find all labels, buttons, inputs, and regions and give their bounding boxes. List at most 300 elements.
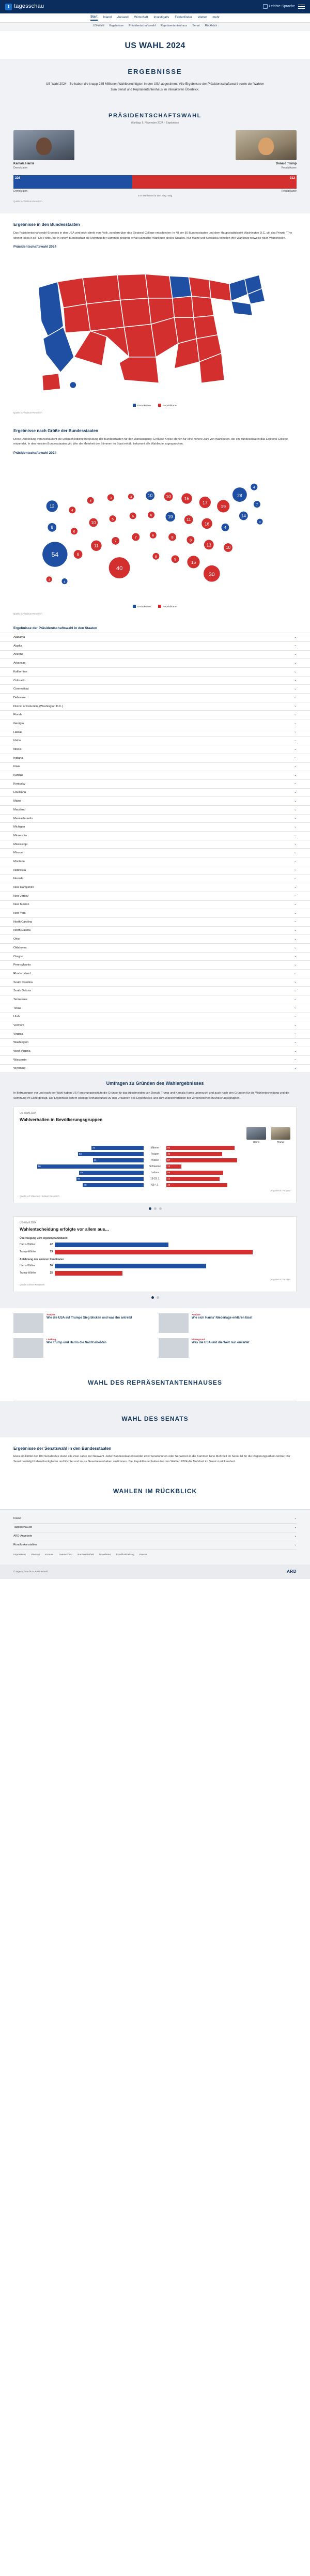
- state-row[interactable]: [0, 935, 310, 944]
- svg-text:3: 3: [259, 520, 261, 524]
- chevron-down-icon: ⌄: [293, 756, 297, 760]
- reason-label: Harris-Wähler: [20, 1264, 36, 1267]
- state-label: District of Columbia (Washington D.C.): [13, 704, 63, 708]
- president-subheading: Wahltag: 5. November 2024 – Ergebnisse: [131, 121, 179, 125]
- chevron-down-icon: ⌄: [293, 765, 297, 769]
- svg-text:4: 4: [71, 509, 73, 513]
- easy-language-button[interactable]: [263, 4, 295, 9]
- teaser-thumbnail: [159, 1313, 189, 1333]
- chevron-down-icon: ⌄: [293, 782, 297, 786]
- state-row[interactable]: [0, 728, 310, 737]
- chevron-down-icon: ⌄: [293, 747, 297, 751]
- chevron-down-icon: ⌄: [293, 851, 297, 854]
- chart-candidate-trump: Trump: [271, 1127, 290, 1144]
- chevron-down-icon: ⌄: [293, 791, 297, 794]
- bar-dem: 52: [79, 1171, 144, 1175]
- map-section: [0, 213, 310, 420]
- candidate-trump-photo: [236, 130, 297, 160]
- state-row[interactable]: [0, 857, 310, 866]
- footer-legal-link[interactable]: Barrierefreiheit: [78, 1554, 94, 1557]
- reason-bar-dem: [55, 1243, 168, 1247]
- retro-heading: WAHLEN IM RÜCKBLICK: [113, 1487, 197, 1495]
- carousel-dot[interactable]: [157, 1296, 159, 1299]
- footer-legal-link[interactable]: Impressum: [13, 1554, 26, 1557]
- cartogram-legend-dem: Demokraten: [133, 605, 151, 609]
- map-legend-dem: Demokraten: [133, 404, 151, 408]
- nav-item-0[interactable]: Start: [90, 15, 98, 21]
- state-label: Virginia: [13, 1032, 23, 1036]
- voter-group-row: [20, 1171, 290, 1175]
- state-row[interactable]: [0, 849, 310, 857]
- teaser-card[interactable]: [13, 1338, 151, 1358]
- nav-item-6[interactable]: Wetter: [197, 16, 207, 20]
- state-row[interactable]: [0, 927, 310, 936]
- chevron-down-icon: ⌄: [293, 860, 297, 863]
- bar-rep: 49: [166, 1183, 227, 1187]
- state-label: New York: [13, 912, 26, 915]
- state-row[interactable]: [0, 823, 310, 832]
- subnav-item-3[interactable]: Repräsentantenhaus: [161, 24, 188, 28]
- state-label: Kentucky: [13, 782, 26, 786]
- state-label: Louisiana: [13, 791, 26, 794]
- state-row[interactable]: [0, 668, 310, 677]
- voter-group-label: 18-29 J.: [150, 1177, 160, 1180]
- state-label: Minnesota: [13, 834, 27, 837]
- candidate-trump: [236, 130, 297, 170]
- reason-label: Harris-Wähler: [20, 1243, 36, 1246]
- map-legend-rep: Republikaner: [158, 404, 177, 408]
- candidate-harris-name: Kamala Harris: [13, 162, 35, 166]
- survey-card1-kicker: US-Wahl 2024: [20, 1111, 37, 1115]
- chevron-down-icon: ⌄: [293, 929, 297, 932]
- electoral-values: [13, 175, 297, 182]
- electoral-source: Quelle: AP/Edison-Research: [13, 200, 42, 203]
- chevron-down-icon: ⌄: [293, 739, 297, 743]
- subnav-item-1[interactable]: Ergebnisse: [109, 24, 124, 28]
- footer-item[interactable]: [13, 1541, 297, 1550]
- state-label: New Jersey: [13, 894, 29, 898]
- state-label: Illinois: [13, 748, 22, 752]
- president-section: [0, 103, 310, 213]
- map-section-text: Das Präsidentschaftswahl-Ergebnis in den USA wird nicht direkt vom Volk, sondern über das Electoral College entschieden: In 48 der 50 Bundesstaaten und dem Hauptstadtdistrikt Washington D.C. gilt das Prinzip "The winner takes it all": Die Partei, die in einem Bundesstaat die Mehrheit der Stimmen gewinnt, erhält sämtliche Wahlleute dieses Staates. Nur Maine und Nebraska verteilen ihre Wahlleute teilweise nach Wahlkreisen.: [13, 231, 292, 240]
- state-row[interactable]: [0, 866, 310, 875]
- bar-dem: 53: [78, 1152, 144, 1156]
- footer-legal-link[interactable]: Sitemap: [30, 1554, 40, 1557]
- state-row[interactable]: [0, 633, 310, 642]
- reason-row: [20, 1271, 290, 1276]
- state-row[interactable]: [0, 659, 310, 668]
- tagesschau-mark-icon: t: [5, 4, 12, 10]
- svg-text:6: 6: [152, 533, 154, 538]
- survey-intro: In Befragungen vor und nach der Wahl haben US-Forschungsinstitute die Gründe für das Abschneiden von Donald Trump und Kamala Harris untersucht und auch nach den Gründen für die Wahlentscheidung und die Stimmung im Land gefragt. Die Ergebnisse liefern wichtige Anhaltspunkte zu den Ursachen des Ergebnisses und zum Wählerverhalten der verschiedenen Bevölkerungsgruppen.: [13, 1092, 289, 1100]
- subnav-item-2[interactable]: Präsidentschaftswahl: [129, 24, 156, 28]
- chevron-down-icon: ⌄: [293, 989, 297, 992]
- state-row[interactable]: [0, 789, 310, 798]
- state-row[interactable]: [0, 1030, 310, 1039]
- chevron-down-icon: ⌄: [293, 1049, 297, 1053]
- bar-rep: 45: [166, 1152, 222, 1156]
- state-row[interactable]: [0, 771, 310, 780]
- carousel-dots-1[interactable]: [13, 1207, 297, 1210]
- voter-group-row: [20, 1152, 290, 1156]
- top-bar-right: [263, 4, 305, 9]
- state-label: Michigan: [13, 825, 25, 829]
- state-label: Florida: [13, 713, 23, 717]
- state-label: Alaska: [13, 644, 22, 648]
- cartogram-chart-title: Präsidentschaftswahl 2024: [13, 451, 57, 455]
- state-row[interactable]: [0, 970, 310, 978]
- state-row[interactable]: [0, 1004, 310, 1013]
- teaser-kicker: Liveblog: [47, 1338, 56, 1341]
- chevron-down-icon: ⌄: [293, 885, 297, 889]
- state-row[interactable]: [0, 719, 310, 728]
- svg-text:6: 6: [76, 551, 80, 557]
- candidate-trump-party: Republikaner: [281, 166, 297, 170]
- voter-group-label: Schwarze: [149, 1164, 161, 1168]
- state-row[interactable]: [0, 797, 310, 806]
- svg-text:40: 40: [116, 565, 123, 572]
- voter-group-label: Latinos: [150, 1171, 160, 1174]
- reason-label: Trump-Wähler: [20, 1271, 36, 1275]
- state-row[interactable]: [0, 987, 310, 995]
- candidate-harris-photo: [13, 130, 74, 160]
- footer-item-label: ARD-Angebote: [13, 1534, 33, 1538]
- teaser-kicker: Analyse: [47, 1313, 55, 1316]
- chevron-down-icon: ⌄: [293, 980, 297, 984]
- bar-rep: 57: [166, 1158, 237, 1162]
- survey-card2-source: Quelle: Edison Research: [20, 1283, 45, 1286]
- state-row[interactable]: [0, 961, 310, 970]
- state-row[interactable]: [0, 840, 310, 849]
- state-label: Hawaii: [13, 730, 22, 734]
- state-label: Mississippi: [13, 842, 28, 846]
- carousel-dot[interactable]: [149, 1207, 151, 1210]
- state-label: Tennessee: [13, 998, 28, 1001]
- svg-text:17: 17: [203, 500, 208, 505]
- nav-item-3[interactable]: Wirtschaft: [134, 16, 148, 20]
- cartogram-legend: [13, 605, 297, 609]
- electoral-bar-dem: [13, 182, 132, 189]
- nav-item-4[interactable]: Investigativ: [153, 16, 169, 20]
- reason-value: 25: [50, 1271, 53, 1275]
- chevron-down-icon: ⌄: [293, 722, 297, 725]
- teaser-headline: Wie die USA auf Trumps Sieg blicken und was ihn antreibt: [47, 1316, 132, 1320]
- chevron-down-icon: ⌄: [293, 894, 297, 898]
- chevron-down-icon: ⌄: [293, 842, 297, 846]
- state-label: Oregon: [13, 955, 23, 958]
- state-row[interactable]: [0, 918, 310, 927]
- voter-group-row: [20, 1177, 290, 1181]
- reason-value: 56: [50, 1264, 53, 1267]
- svg-text:7: 7: [134, 534, 137, 540]
- teaser-kicker: Analyse: [192, 1313, 200, 1316]
- states-accordion: [0, 633, 310, 1073]
- carousel-dot[interactable]: [159, 1207, 162, 1210]
- voter-group-row: [20, 1164, 290, 1169]
- state-label: Montana: [13, 860, 25, 863]
- intro-band: [0, 59, 310, 103]
- state-row[interactable]: [0, 883, 310, 892]
- chevron-down-icon: ⌄: [293, 661, 297, 665]
- subnav-item-0[interactable]: US-Wahl: [92, 24, 104, 28]
- svg-text:7: 7: [114, 538, 117, 543]
- svg-text:8: 8: [189, 537, 192, 542]
- survey-card2-title: Wahlentscheidung erfolgte vor allem aus...: [20, 1226, 109, 1232]
- bar-rep: 43: [166, 1177, 220, 1181]
- candidate-harris: [13, 130, 74, 170]
- state-row[interactable]: [0, 1065, 310, 1074]
- svg-text:10: 10: [148, 493, 153, 498]
- chevron-down-icon: ⌄: [293, 679, 297, 682]
- map-section-title: Ergebnisse in den Bundesstaaten: [13, 222, 80, 227]
- state-row[interactable]: [0, 944, 310, 953]
- state-label: Maine: [13, 800, 22, 803]
- state-row[interactable]: [0, 815, 310, 823]
- usa-choropleth-map[interactable]: [13, 252, 297, 409]
- state-row[interactable]: [0, 702, 310, 711]
- footer-item[interactable]: [13, 1524, 297, 1532]
- state-label: Iowa: [13, 765, 20, 769]
- svg-text:6: 6: [132, 514, 134, 518]
- svg-text:54: 54: [51, 550, 59, 558]
- reason-value: 42: [50, 1243, 53, 1246]
- chevron-down-icon: ⌄: [294, 1525, 297, 1529]
- teaser-headline: Wie Trump und Harris die Nacht erlebten: [47, 1341, 106, 1345]
- chevron-down-icon: ⌄: [293, 877, 297, 881]
- footer-legal-links: [13, 1550, 297, 1557]
- subnav-item-4[interactable]: Senat: [192, 24, 200, 28]
- state-row[interactable]: [0, 642, 310, 651]
- carousel-dot[interactable]: [151, 1296, 154, 1299]
- chevron-down-icon: ⌄: [293, 730, 297, 734]
- chevron-down-icon: ⌄: [293, 1015, 297, 1019]
- electoral-majority-note: 270 Wahlleute für den Sieg nötig: [137, 194, 173, 197]
- state-label: Colorado: [13, 679, 25, 682]
- state-label: Maryland: [13, 808, 26, 811]
- survey-card1-title: Wahlverhalten in Bevölkerungsgruppen: [20, 1117, 103, 1123]
- chevron-down-icon: ⌄: [293, 808, 297, 811]
- state-row[interactable]: [0, 1047, 310, 1056]
- chevron-down-icon: ⌄: [293, 1041, 297, 1045]
- chevron-down-icon: ⌄: [293, 946, 297, 949]
- svg-text:4: 4: [253, 485, 255, 489]
- svg-text:10: 10: [225, 544, 231, 550]
- map-legend: [13, 404, 297, 408]
- svg-text:6: 6: [73, 530, 75, 534]
- electoral-rep-value: 312: [132, 175, 297, 182]
- bar-rep: 12: [166, 1164, 181, 1169]
- state-row[interactable]: [0, 953, 310, 961]
- teaser-card[interactable]: [159, 1338, 297, 1358]
- footer-bottom: [0, 1565, 310, 1579]
- chevron-down-icon: ⌄: [293, 799, 297, 803]
- state-label: Kalifornien: [13, 670, 27, 673]
- teaser-headline: Wie sich Harris' Niederlage erklären lässt: [192, 1316, 253, 1320]
- state-row[interactable]: [0, 1056, 310, 1065]
- state-label: Indiana: [13, 756, 23, 760]
- survey-card1-candidates: [20, 1127, 290, 1144]
- footer: [0, 1509, 310, 1565]
- svg-text:13: 13: [206, 542, 211, 548]
- president-heading: PRÄSIDENTSCHAFTSWAHL: [109, 113, 202, 119]
- state-row[interactable]: [0, 892, 310, 901]
- voter-group-label: Männer: [150, 1146, 160, 1149]
- svg-text:6: 6: [150, 513, 152, 517]
- state-label: Massachusetts: [13, 817, 33, 820]
- state-label: Wisconsin: [13, 1058, 27, 1062]
- chevron-down-icon: ⌄: [293, 1058, 297, 1062]
- state-label: Oklahoma: [13, 946, 27, 949]
- svg-text:28: 28: [237, 493, 242, 498]
- usa-map-svg[interactable]: [13, 254, 297, 398]
- electoral-legend-rep: Republikaner: [281, 189, 297, 193]
- bar-dem: 42: [91, 1146, 144, 1150]
- chevron-down-icon: ⌄: [293, 920, 297, 924]
- subnav-item-5[interactable]: Rückblick: [205, 24, 218, 28]
- voter-group-row: [20, 1183, 290, 1187]
- cartogram-section: [0, 420, 310, 621]
- state-label: South Carolina: [13, 980, 33, 984]
- chevron-down-icon: ⌄: [293, 998, 297, 1001]
- chevron-down-icon: ⌄: [293, 963, 297, 967]
- footer-item-label: Inland: [13, 1517, 21, 1521]
- candidate-row: [13, 130, 297, 170]
- cartogram-source: Quelle: AP/Edison-Research: [13, 612, 42, 615]
- chevron-down-icon: ⌄: [293, 1023, 297, 1027]
- teaser-card[interactable]: [159, 1313, 297, 1333]
- chevron-down-icon: ⌄: [293, 825, 297, 829]
- reason-value: 73: [50, 1250, 53, 1253]
- easy-language-label: Leichte Sprache: [269, 4, 295, 8]
- svg-text:4: 4: [224, 525, 227, 530]
- state-label: Ohio: [13, 938, 20, 941]
- reason-bar-dem: [55, 1264, 206, 1268]
- state-row[interactable]: [0, 978, 310, 987]
- footer-legal-link[interactable]: Datenschutz: [58, 1554, 73, 1557]
- brand-logo[interactable]: [5, 3, 44, 11]
- state-label: Utah: [13, 1015, 20, 1019]
- svg-text:3: 3: [130, 495, 132, 499]
- state-row[interactable]: [0, 1013, 310, 1022]
- chevron-down-icon: ⌄: [293, 1032, 297, 1036]
- footer-extra-link[interactable]: Newsletter: [99, 1554, 111, 1557]
- chevron-down-icon: ⌄: [293, 704, 297, 708]
- state-row[interactable]: [0, 711, 310, 719]
- state-label: Missouri: [13, 851, 24, 855]
- state-row[interactable]: [0, 651, 310, 660]
- svg-text:3: 3: [48, 578, 50, 582]
- carousel-dot[interactable]: [154, 1207, 157, 1210]
- cartogram-svg[interactable]: [13, 460, 297, 600]
- state-row[interactable]: [0, 694, 310, 702]
- voter-group-row: [20, 1158, 290, 1162]
- state-label: Kansas: [13, 774, 23, 777]
- main-nav: [0, 13, 310, 23]
- chevron-down-icon: ⌄: [293, 670, 297, 673]
- survey-card1-source: Quelle: AP VoteCast / Edison Research: [20, 1194, 59, 1198]
- svg-text:5: 5: [112, 517, 114, 521]
- state-row[interactable]: [0, 901, 310, 910]
- chevron-down-icon: ⌄: [293, 911, 297, 915]
- ard-logo: ARD: [287, 1569, 297, 1574]
- reason-row: [20, 1243, 290, 1247]
- teaser-headline: Was die USA und die Welt nun erwartet: [192, 1341, 250, 1345]
- state-row[interactable]: [0, 685, 310, 694]
- candidate-harris-party: Demokraten: [13, 166, 28, 170]
- state-row[interactable]: [0, 737, 310, 746]
- reason-label: Trump-Wähler: [20, 1250, 36, 1253]
- bar-dem: 49: [83, 1183, 144, 1187]
- teaser-card[interactable]: [13, 1313, 151, 1333]
- chevron-down-icon: ⌄: [293, 687, 297, 691]
- state-row[interactable]: [0, 909, 310, 918]
- footer-extra-link[interactable]: Presse: [139, 1554, 147, 1557]
- state-label: North Carolina: [13, 920, 33, 924]
- svg-text:11: 11: [94, 543, 99, 548]
- survey-heading: Umfragen zu Gründen des Wahlergebnisses: [106, 1081, 204, 1086]
- svg-text:30: 30: [209, 571, 215, 577]
- nav-item-2[interactable]: Ausland: [117, 16, 129, 20]
- state-row[interactable]: [0, 875, 310, 884]
- footer-item[interactable]: [13, 1515, 297, 1524]
- footer-item[interactable]: [13, 1532, 297, 1541]
- bar-rep: 55: [166, 1146, 235, 1150]
- top-bar: [0, 0, 310, 13]
- svg-text:4: 4: [64, 580, 66, 584]
- state-row[interactable]: [0, 754, 310, 763]
- state-row[interactable]: [0, 1021, 310, 1030]
- reason-row: [20, 1264, 290, 1268]
- state-row[interactable]: [0, 763, 310, 772]
- sub-nav: [0, 23, 310, 30]
- footer-legal-link[interactable]: Kontakt: [45, 1554, 54, 1557]
- chevron-down-icon: ⌄: [294, 1534, 297, 1538]
- state-row[interactable]: [0, 995, 310, 1004]
- intro-heading: ERGEBNISSE: [128, 68, 182, 76]
- state-row[interactable]: [0, 677, 310, 685]
- survey-card-voter-groups: [13, 1107, 297, 1203]
- svg-text:19: 19: [168, 514, 173, 519]
- chevron-down-icon: ⌄: [293, 653, 297, 656]
- electoral-dem-value: 226: [13, 175, 132, 182]
- state-row[interactable]: [0, 832, 310, 840]
- voter-group-row: [20, 1146, 290, 1150]
- state-label: New Mexico: [13, 903, 29, 907]
- state-row[interactable]: [0, 1039, 310, 1048]
- voter-group-label: Weiße: [151, 1158, 159, 1162]
- state-row[interactable]: [0, 780, 310, 789]
- copyright: © tagesschau.de — ARD-aktuell: [13, 1570, 48, 1573]
- svg-text:8: 8: [51, 524, 54, 530]
- svg-text:3: 3: [110, 496, 112, 500]
- chevron-down-icon: ⌄: [293, 834, 297, 837]
- menu-button[interactable]: [298, 5, 305, 9]
- survey-card-decision-reason: [13, 1216, 297, 1292]
- survey-section: [0, 1073, 310, 1308]
- nav-item-7[interactable]: mehr: [212, 16, 220, 20]
- svg-text:19: 19: [221, 503, 226, 509]
- nav-item-1[interactable]: Inland: [103, 16, 112, 20]
- state-row[interactable]: [0, 745, 310, 754]
- footer-extra-link[interactable]: Rundfunkbeitrag: [116, 1554, 134, 1557]
- nav-item-5[interactable]: Faktenfinder: [175, 16, 192, 20]
- chevron-down-icon: ⌄: [293, 937, 297, 941]
- voter-group-label: 65+ J.: [151, 1183, 159, 1187]
- bar-dem: 86: [37, 1164, 144, 1169]
- state-row[interactable]: [0, 806, 310, 815]
- carousel-dots-2[interactable]: [13, 1296, 297, 1299]
- usa-bubble-cartogram[interactable]: [13, 458, 297, 610]
